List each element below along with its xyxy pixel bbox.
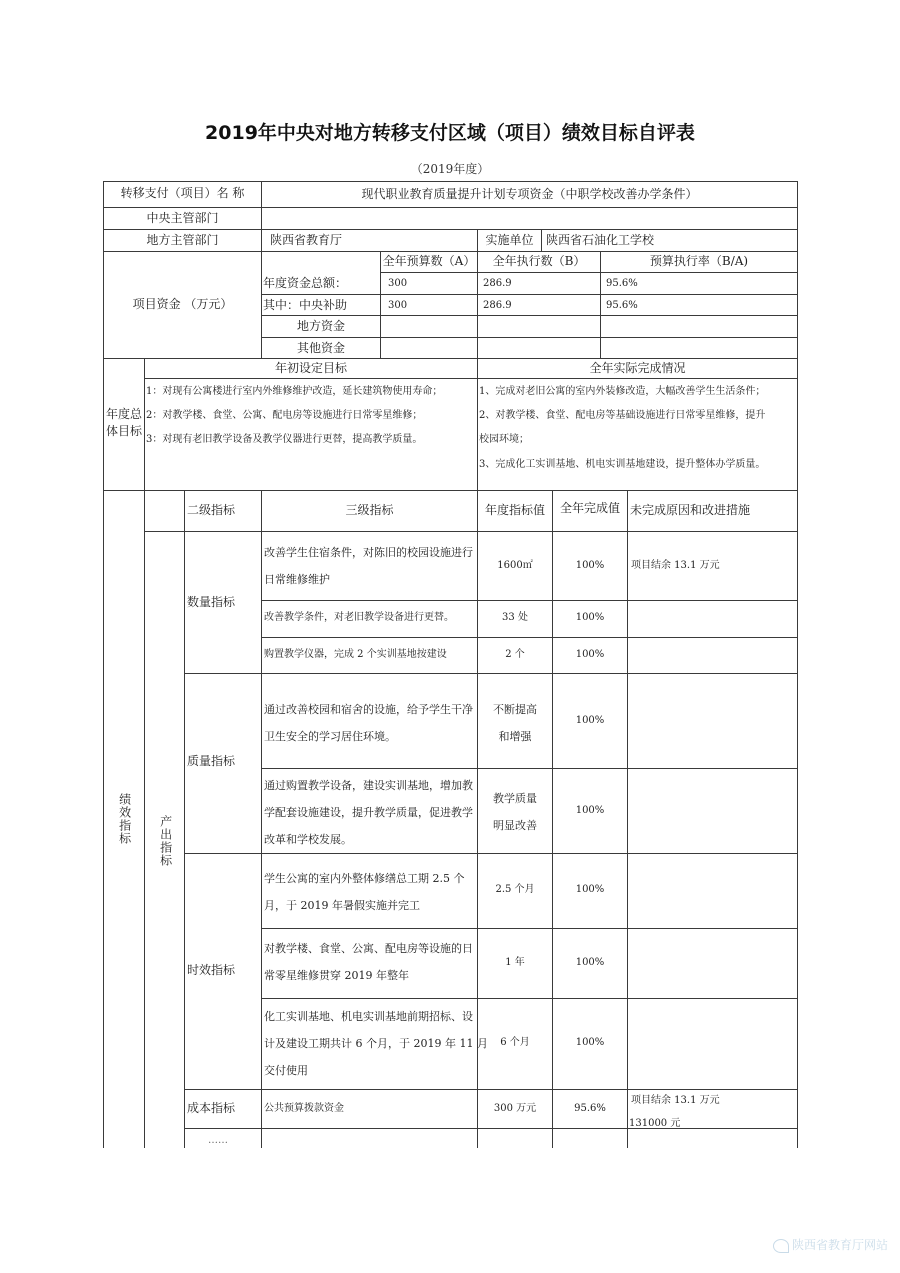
table-line xyxy=(261,294,798,295)
indicator-line: 学生公寓的室内外整体修缮总工期 2.5 个 xyxy=(264,872,465,885)
col-done-header: 全年完成值 xyxy=(559,501,620,515)
table-line xyxy=(261,768,798,769)
indicator-target xyxy=(478,785,552,839)
table-line xyxy=(261,337,798,338)
funds-col-b: 全年执行数（B） xyxy=(492,254,586,268)
indicator-line: 卫生安全的学习居住环境。 xyxy=(264,730,396,743)
indicator-done: 100% xyxy=(575,957,605,968)
funds-col-rate: 预算执行率（B/A) xyxy=(649,254,749,268)
table-line xyxy=(144,358,145,1148)
funds-row-label: 地方资金 xyxy=(296,319,345,333)
watermark-text: 陕西省教育厅网站 xyxy=(791,1238,888,1252)
funds-row-b: 286.9 xyxy=(483,278,512,289)
indicator-line: 通过改善校园和宿舍的设施，给予学生干净 xyxy=(264,703,473,716)
ellipsis: …… xyxy=(208,1135,228,1146)
indicator-text xyxy=(264,1003,488,1084)
indicator-line: 对教学楼、食堂、公寓、配电房等设施的日 xyxy=(264,942,473,955)
indicator-text xyxy=(264,772,473,853)
indicator-target: 2 个 xyxy=(505,649,525,660)
group-quality: 质量指标 xyxy=(187,754,236,768)
table-line xyxy=(184,853,798,854)
table-line xyxy=(144,378,798,379)
table-line xyxy=(541,229,542,251)
funds-row-label: 其他资金 xyxy=(296,341,345,355)
funds-col-a: 全年预算数（A） xyxy=(382,254,476,268)
indicator-line: 改善学生住宿条件，对陈旧的校园设施进行 xyxy=(264,546,473,559)
goal-planned-item: 3：对现有老旧教学设备及教学仪器进行更替，提高教学质量。 xyxy=(146,434,423,445)
indicator-line: 交付使用 xyxy=(264,1064,308,1077)
indicator-target: 2.5 个月 xyxy=(495,884,535,895)
table-line xyxy=(380,272,798,273)
indicator-line: 学配套设施建设，提升教学质量，促进教学 xyxy=(264,806,473,819)
table-line xyxy=(103,251,798,252)
indicator-line: 改革和学校发展。 xyxy=(264,833,352,846)
indicator-target-line: 教学质量 xyxy=(493,792,537,805)
table-line xyxy=(103,207,798,208)
table-line xyxy=(103,181,798,182)
indicator-done: 100% xyxy=(575,805,605,816)
indicator-line: 化工实训基地、机电实训基地前期招标、设 xyxy=(264,1010,473,1023)
funds-row-label: 年度资金总额： xyxy=(263,276,348,290)
table-line xyxy=(184,490,185,1148)
year-note: （2019年度） xyxy=(410,162,490,176)
indicator-target-line: 不断提高 xyxy=(493,703,537,716)
indicator-text xyxy=(264,539,473,593)
indicator-target-line: 明显改善 xyxy=(493,819,537,832)
funds-row-label: 其中：中央补助 xyxy=(263,298,348,312)
col-level3-header: 三级指标 xyxy=(345,503,394,517)
indicator-target: 1600㎡ xyxy=(497,560,533,571)
indicator-text: 公共预算拨款资金 xyxy=(264,1103,344,1114)
table-line xyxy=(103,229,798,230)
goal-actual-item: 校园环境； xyxy=(479,434,529,445)
indicator-target: 6 个月 xyxy=(500,1037,530,1048)
table-line xyxy=(184,1089,798,1090)
table-line xyxy=(261,928,798,929)
indicator-target-line: 和增强 xyxy=(498,730,532,743)
goals-label-text: 年度总体目标 xyxy=(105,407,142,439)
goals-label xyxy=(104,406,144,441)
table-line xyxy=(261,637,798,638)
col-level2-header: 二级指标 xyxy=(187,503,236,517)
goal-planned-item: 1：对现有公寓楼进行室内外维修维护改造，延长建筑物使用寿命； xyxy=(146,386,443,397)
indicator-target xyxy=(478,696,552,750)
indicators-sub-label: 产出指标 xyxy=(158,815,173,867)
goal-actual-item: 3、完成化工实训基地、机电实训基地建设，提升整体办学质量。 xyxy=(479,459,766,470)
watermark-logo-icon xyxy=(773,1239,789,1253)
project-name-value: 现代职业教育质量提升计划专项资金（中职学校改善办学条件） xyxy=(361,187,698,201)
impl-unit-label: 实施单位 xyxy=(485,233,534,247)
indicator-target: 33 处 xyxy=(502,612,528,623)
goal-planned-item: 2：对教学楼、食堂、公寓、配电房等设施进行日常零星维修； xyxy=(146,410,423,421)
table-line xyxy=(477,358,478,490)
project-name-label: 转移支付（项目）名 称 xyxy=(120,186,245,200)
impl-unit-value: 陕西省石油化工学校 xyxy=(546,233,655,247)
indicator-text xyxy=(264,696,473,750)
table-line xyxy=(103,358,798,359)
indicator-line: 月，于 2019 年暑假实施并完工 xyxy=(264,899,420,912)
indicator-text xyxy=(264,935,473,989)
funds-row-a: 300 xyxy=(388,278,408,289)
table-line xyxy=(627,490,628,1148)
indicator-reason: 项目结余 13.1 万元 xyxy=(631,560,720,571)
table-line xyxy=(261,998,798,999)
indicator-reason: 131000 元 xyxy=(629,1118,681,1128)
indicator-line: 通过购置教学设备，建设实训基地，增加教 xyxy=(264,779,473,792)
funds-row-a: 300 xyxy=(388,300,408,311)
page-title: 2019年中央对地方转移支付区域（项目）绩效目标自评表 xyxy=(205,122,695,144)
col-target-header: 年度指标值 xyxy=(484,503,545,517)
table-line xyxy=(797,181,798,1148)
table-line xyxy=(552,490,553,1148)
indicator-done: 100% xyxy=(575,1037,605,1048)
indicator-line: 计及建设工期共计 6 个月，于 2019 年 11 月 xyxy=(264,1037,488,1050)
indicator-done: 100% xyxy=(575,715,605,726)
goals-planned-header: 年初设定目标 xyxy=(274,361,347,375)
indicator-line: 日常维修维护 xyxy=(264,573,330,586)
indicator-done: 95.6% xyxy=(574,1103,606,1114)
watermark xyxy=(773,1236,888,1253)
table-line xyxy=(103,490,798,491)
funds-row-rate: 95.6% xyxy=(606,278,638,289)
table-line xyxy=(184,1128,798,1129)
indicator-done: 100% xyxy=(575,649,605,660)
local-dept-value: 陕西省教育厅 xyxy=(270,233,343,247)
col-reason-header: 未完成原因和改进措施 xyxy=(630,503,751,517)
table-line xyxy=(144,531,798,532)
goals-actual-header: 全年实际完成情况 xyxy=(589,361,686,375)
table-line xyxy=(184,673,798,674)
central-dept-label: 中央主管部门 xyxy=(146,211,219,225)
table-line xyxy=(261,600,798,601)
table-line xyxy=(103,181,104,1148)
indicator-line: 常零星维修贯穿 2019 年整年 xyxy=(264,969,409,982)
funds-label: 项目资金 （万元） xyxy=(132,297,233,311)
group-quantity: 数量指标 xyxy=(187,595,236,609)
indicator-done: 100% xyxy=(575,884,605,895)
indicator-target: 300 万元 xyxy=(493,1103,537,1114)
funds-row-b: 286.9 xyxy=(483,300,512,311)
goal-actual-item: 1、完成对老旧公寓的室内外装修改造，大幅改善学生生活条件； xyxy=(479,386,766,397)
group-cost: 成本指标 xyxy=(187,1101,236,1115)
goal-actual-item: 2、对教学楼、食堂、配电房等基础设施进行日常零星维修，提升 xyxy=(479,410,766,421)
table-line xyxy=(261,315,798,316)
indicator-target: 1 年 xyxy=(505,957,525,968)
indicator-done: 100% xyxy=(575,612,605,623)
indicator-text: 改善教学条件，对老旧教学设备进行更替。 xyxy=(264,612,454,623)
indicator-text xyxy=(264,865,465,919)
indicator-done: 100% xyxy=(575,560,605,571)
indicator-text: 购置教学仪器，完成 2 个实训基地按建设 xyxy=(264,649,447,660)
local-dept-label: 地方主管部门 xyxy=(146,233,219,247)
indicator-reason: 项目结余 13.1 万元 xyxy=(631,1095,720,1106)
table-line xyxy=(261,490,262,1148)
indicators-side-label: 绩效指标 xyxy=(117,793,132,845)
group-timeliness: 时效指标 xyxy=(187,963,236,977)
funds-row-rate: 95.6% xyxy=(606,300,638,311)
